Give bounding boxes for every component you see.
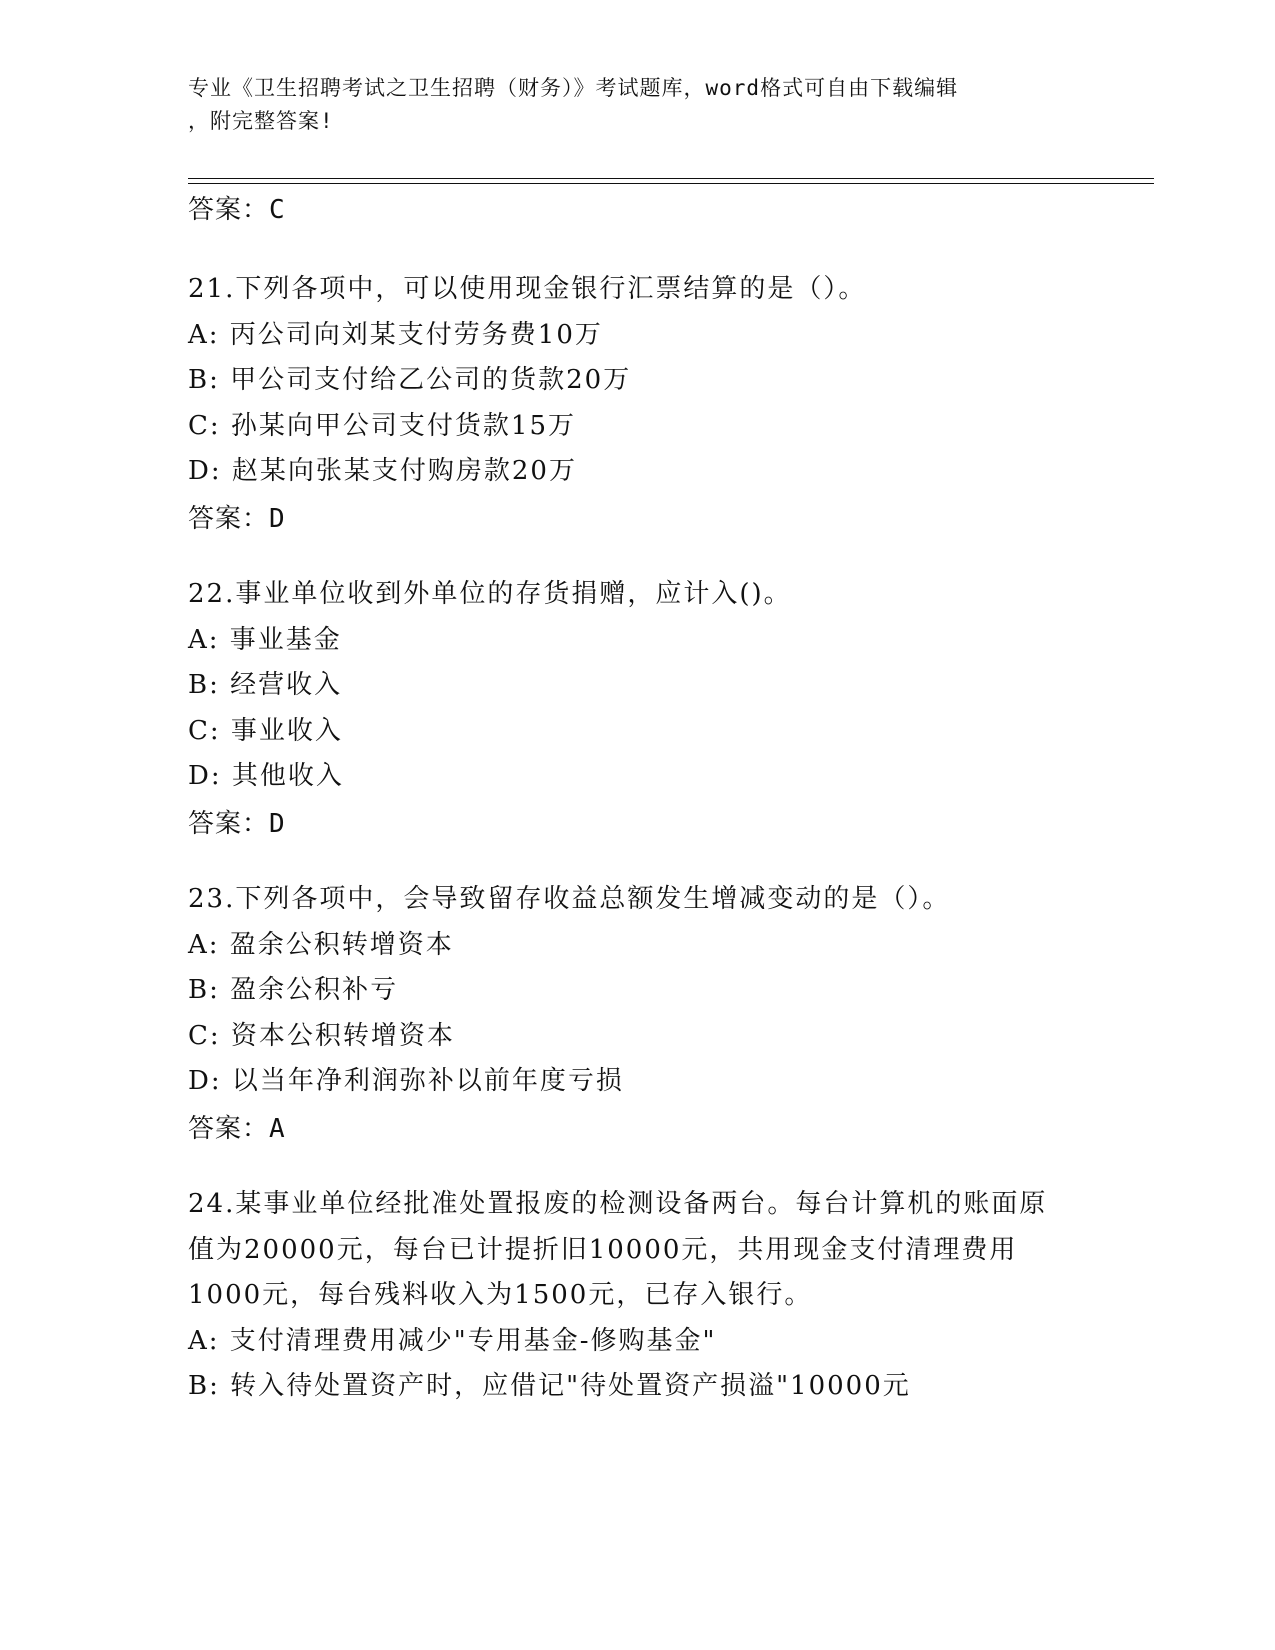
option-d: D: 其他收入 xyxy=(188,761,344,791)
question-stem-line-3: 1000元，每台残料收入为1500元，已存入银行。 xyxy=(188,1280,813,1310)
header-line-2: ，附完整答案! xyxy=(188,109,334,133)
header-divider xyxy=(188,178,1154,184)
question-stem: 22.事业单位收到外单位的存货捐赠，应计入()。 xyxy=(188,579,792,609)
answer-label: 答案： xyxy=(188,1113,270,1144)
option-a: A: 事业基金 xyxy=(188,624,342,655)
option-a: A: 盈余公积转增资本 xyxy=(188,929,454,960)
option-d: D: 以当年净利润弥补以前年度亏损 xyxy=(188,1066,624,1096)
question-23 xyxy=(188,877,1088,1147)
option-a: A: 丙公司向刘某支付劳务费10万 xyxy=(188,319,603,350)
answer-label: 答案： xyxy=(188,503,270,534)
option-a: A: 支付清理费用减少"专用基金-修购基金" xyxy=(188,1325,717,1356)
answer-21 xyxy=(188,501,1088,537)
option-b: B: 甲公司支付给乙公司的货款20万 xyxy=(188,365,632,395)
document-header xyxy=(188,72,1088,138)
answer-value: A xyxy=(269,1113,286,1144)
question-24 xyxy=(188,1182,1088,1410)
question-stem-line-2: 值为20000元，每台已计提折旧10000元，共用现金支付清理费用 xyxy=(188,1234,1018,1265)
option-b: B: 盈余公积补亏 xyxy=(188,975,399,1005)
question-21 xyxy=(188,267,1088,537)
answer-label: 答案： xyxy=(188,808,270,839)
answer-label: 答案： xyxy=(188,195,270,225)
question-stem-line-1: 24.某事业单位经批准处置报废的检测设备两台。每台计算机的账面原 xyxy=(188,1189,1048,1219)
answer-22 xyxy=(188,806,1088,842)
question-22 xyxy=(188,572,1088,842)
answer-value: C xyxy=(269,195,286,225)
option-c: C: 事业收入 xyxy=(188,715,343,746)
answer-23 xyxy=(188,1111,1088,1147)
option-b: B: 转入待处置资产时，应借记"待处置资产损溢"10000元 xyxy=(188,1371,911,1401)
answer-20 xyxy=(188,192,286,228)
question-stem: 21.下列各项中，可以使用现金银行汇票结算的是（）。 xyxy=(188,274,867,304)
option-c: C: 孙某向甲公司支付货款15万 xyxy=(188,410,577,441)
header-line-1: 专业《卫生招聘考试之卫生招聘（财务）》考试题库，word格式可自由下载编辑 xyxy=(188,76,959,100)
option-b: B: 经营收入 xyxy=(188,670,343,700)
answer-value: D xyxy=(269,503,286,534)
option-d: D: 赵某向张某支付购房款20万 xyxy=(188,456,577,486)
option-c: C: 资本公积转增资本 xyxy=(188,1020,455,1051)
question-stem: 23.下列各项中，会导致留存收益总额发生增减变动的是（）。 xyxy=(188,884,951,914)
answer-value: D xyxy=(269,808,286,839)
